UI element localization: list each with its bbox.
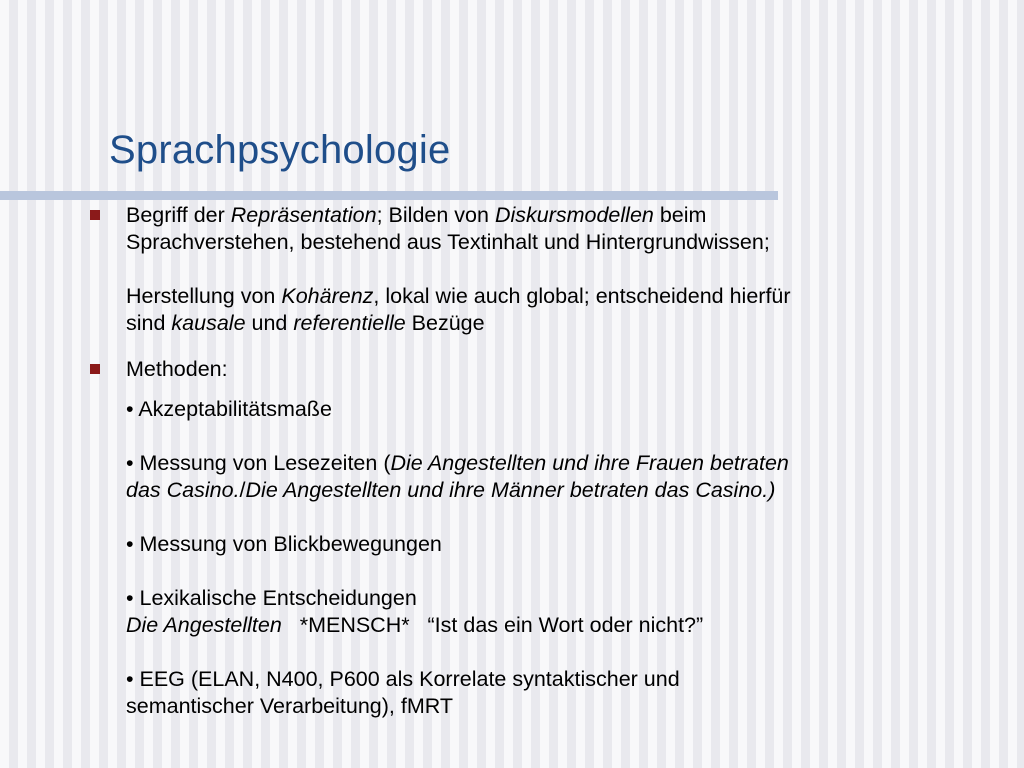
bullet-marker-1: [90, 210, 100, 220]
text-span: Bezüge: [405, 311, 485, 335]
slide-title: Sprachpsychologie: [109, 128, 451, 172]
term-repraesentation: Repräsentation: [230, 203, 377, 227]
text-line: [126, 202, 986, 229]
text-span: und: [245, 311, 294, 335]
spacer: [126, 504, 986, 531]
text-span: , lokal wie auch global; entscheidend hierfür: [373, 284, 791, 308]
term-kausale: kausale: [171, 311, 246, 335]
methoden-label: Methoden:: [126, 357, 228, 381]
text-line: [126, 310, 986, 337]
term-diskursmodellen: Diskursmodellen: [494, 203, 654, 227]
method-lesezeiten: [126, 450, 986, 477]
method-blickbewegungen: • Messung von Blickbewegungen: [126, 532, 442, 556]
text-span: • Messung von Lesezeiten (: [126, 451, 391, 475]
method-eeg: • EEG (ELAN, N400, P600 als Korrelate syntaktischer und: [126, 667, 680, 691]
text-line: [126, 283, 986, 310]
method-lexikalisch-example: [126, 612, 986, 639]
text-line: Sprachverstehen, bestehend aus Textinhalt und Hintergrundwissen;: [126, 230, 770, 254]
text-span: /: [239, 478, 246, 502]
spacer: [126, 423, 986, 450]
term-referentielle: referentielle: [293, 311, 406, 335]
spacer: [126, 558, 986, 585]
method-lexikalisch: • Lexikalische Entscheidungen: [126, 586, 417, 610]
text-span: Begriff der: [126, 203, 231, 227]
bullet-item-begriff: [126, 202, 986, 337]
method-akzeptabilitaet: • Akzeptabilitätsmaße: [126, 397, 332, 421]
bullet-marker-2: [90, 364, 100, 374]
example-sentence: Die Angestellten und ihre Frauen betraten: [390, 451, 789, 475]
spacer: [126, 256, 986, 283]
text-span: *MENSCH* “Ist das ein Wort oder nicht?”: [281, 613, 704, 637]
example-sentence: Die Angestellten: [126, 613, 282, 637]
spacer: [126, 383, 986, 396]
bullet-item-methoden: [126, 356, 986, 720]
method-eeg-cont: semantischer Verarbeitung), fMRT: [126, 694, 454, 718]
method-lesezeiten-cont: [126, 477, 986, 504]
text-span: ; Bilden von: [376, 203, 495, 227]
term-kohaerenz: Kohärenz: [281, 284, 374, 308]
text-span: Herstellung von: [126, 284, 282, 308]
text-span: sind: [126, 311, 172, 335]
example-sentence: Die Angestellten und ihre Männer betraten das Casino.): [245, 478, 776, 502]
example-sentence: das Casino.: [126, 478, 240, 502]
title-underline-bar: [0, 191, 778, 200]
text-span: beim: [653, 203, 707, 227]
spacer: [126, 639, 986, 666]
